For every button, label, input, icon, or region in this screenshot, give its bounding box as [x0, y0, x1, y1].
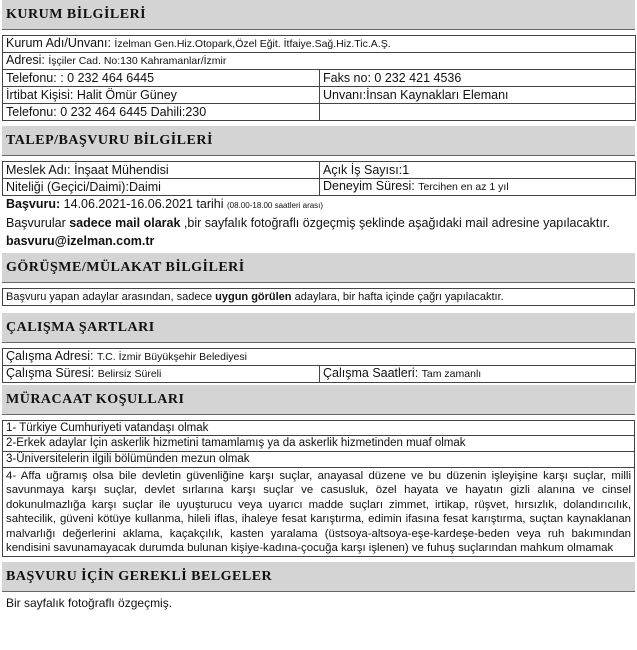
kurum-phone2-cell: [3, 104, 320, 121]
section-title: MÜRACAAT KOŞULLARI: [6, 391, 185, 407]
kurum-contact-cell: [3, 87, 320, 104]
label: Niteliği (Geçici/Daimi):: [6, 179, 129, 194]
label: Çalışma Adresi:: [6, 349, 94, 363]
apply-text-bold: sadece mail olarak: [69, 216, 181, 230]
gorusme-text-part: adaylara, bir hafta içinde çağrı yapılacaktır.: [294, 291, 504, 303]
apply-dates-line: [2, 196, 635, 214]
section-header-talep: [2, 126, 635, 156]
kurum-address-cell: [3, 53, 636, 70]
value: İnşaat Mühendisi: [74, 162, 169, 177]
apply-dates: 14.06.2021-16.06.2021 tarihi: [63, 197, 224, 211]
section-title: TALEP/BAŞVURU BİLGİLERİ: [6, 132, 213, 148]
value: T.C. İzmir Büyükşehir Belediyesi: [97, 351, 247, 363]
nature-cell: [3, 179, 320, 196]
label: Faks no:: [323, 70, 371, 85]
label: Kurum Adı/Unvanı:: [6, 36, 111, 50]
section-title: KURUM BİLGİLERİ: [6, 6, 147, 22]
apply-hours: (08.00-18.00 saatleri arası): [227, 201, 324, 210]
apply-label: Başvuru:: [6, 197, 61, 211]
section-header-gorusme: [2, 253, 635, 283]
value: 0 232 464 6445 Dahili:230: [60, 104, 207, 119]
section-header-muracaat: [2, 385, 635, 415]
work-duration-cell: [3, 366, 320, 383]
openings-cell: [320, 162, 636, 179]
value: İzelman Gen.Hiz.Otopark,Özel Eğit. İtfaiye.Sağ.Hiz.Tic.A.Ş.: [114, 38, 391, 50]
list-item: 1- Türkiye Cumhuriyeti vatandaşı olmak: [2, 420, 635, 436]
value: Tercihen en az 1 yıl: [418, 181, 509, 193]
email-address: basvuru@izelman.com.tr: [6, 234, 155, 248]
label: Çalışma Süresi:: [6, 366, 95, 380]
list-item: 3-Üniversitelerin ilgili bölümünden mezun olmak: [2, 452, 635, 468]
belgeler-text: Bir sayfalık fotoğraflı özgeçmiş.: [6, 596, 173, 611]
list-item: 4- Affa uğramış olsa bile devletin güvenliğine karşı suçlar, anayasal düzene ve bu düzenin işleyişine karşı suçlar, milli savunmaya karşı suçlar, devlet sırlarına karşı suçlar ve casusluk, özel hayata ve hayatın gizli alanına ve cinsel dokunulmazlığa karşı suçlar ile uyuşturucu veya uyarıcı madde suçları zimmet, irtikap, rüşvet, hırsızlık, dolandırıcılık, sahtecilik, güveni kötüye kullanma, hileli iflas, ihaleye fesat karıştırma, edimin ifasına fesat karıştırma, suçtan kaynaklanan malvarlığı değerlerini aklama, kaçakçılık, kasten yaralama (üstsoya-altsoya-eşe-kardeşe-beden veya ruh bakımından kendisini savunamayacak durumda bulunan kişiye-kadına-çocuğa karşı işlenen) ve fuhuş suçlarından mahkum olmamak: [2, 468, 635, 557]
job-cell: [3, 162, 320, 179]
list-item: 2-Erkek adaylar İçin askerlik hizmetini tamamlamış ya da askerlik hizmetinden muaf olmak: [2, 436, 635, 452]
gorusme-text-part: Başvuru yapan adaylar arasından, sadece: [6, 291, 213, 303]
section-header-kurum: [2, 0, 635, 30]
work-hours-cell: [320, 366, 636, 383]
apply-text-part: ,bir sayfalık fotoğraflı özgeçmiş şeklinde aşağıdaki mail adresine yapılacaktır.: [183, 216, 610, 230]
value: İnsan Kaynakları Elemanı: [366, 87, 509, 102]
kurum-table: [2, 35, 636, 121]
section-title: ÇALIŞMA ŞARTLARI: [6, 319, 155, 335]
label: Deneyim Süresi:: [323, 179, 415, 193]
label: İrtibat Kişisi:: [6, 87, 74, 102]
value: Halit Ömür Güney: [76, 87, 177, 102]
muracaat-list: [2, 420, 635, 557]
kurum-fax-cell: [320, 70, 636, 87]
label: Unvanı:: [323, 87, 367, 102]
value: İşçiler Cad. No:130 Kahramanlar/İzmir: [48, 55, 227, 67]
label: Meslek Adı:: [6, 162, 71, 177]
empty-cell: [320, 104, 636, 121]
value: Daimi: [128, 179, 161, 194]
section-header-belgeler: [2, 562, 635, 592]
value: 1: [402, 162, 410, 177]
section-title: BAŞVURU İÇİN GEREKLİ BELGELER: [6, 568, 273, 584]
label: Telefonu: :: [6, 70, 64, 85]
gorusme-text-bold: uygun görülen: [215, 291, 292, 303]
label: Açık İş Sayısı:: [323, 162, 403, 177]
apply-text-part: Başvurular: [6, 216, 66, 230]
kurum-phone-cell: [3, 70, 320, 87]
email-line: [2, 232, 635, 250]
value: Belirsiz Süreli: [97, 368, 162, 380]
gorusme-text-row: [2, 288, 635, 306]
talep-table: [2, 161, 636, 196]
work-address-cell: [3, 349, 636, 366]
label: Çalışma Saatleri:: [323, 366, 419, 380]
section-title: GÖRÜŞME/MÜLAKAT BİLGİLERİ: [6, 259, 245, 275]
calisma-table: [2, 348, 636, 383]
value: 0 232 464 6445: [67, 70, 155, 85]
kurum-title-cell: [320, 87, 636, 104]
label: Adresi:: [6, 53, 45, 67]
kurum-name-cell: [3, 36, 636, 53]
experience-cell: [320, 179, 636, 196]
section-header-calisma: [2, 313, 635, 343]
apply-text-line: [2, 214, 635, 232]
value: Tam zamanlı: [421, 368, 482, 380]
value: 0 232 421 4536: [374, 70, 462, 85]
label: Telefonu:: [6, 104, 57, 119]
